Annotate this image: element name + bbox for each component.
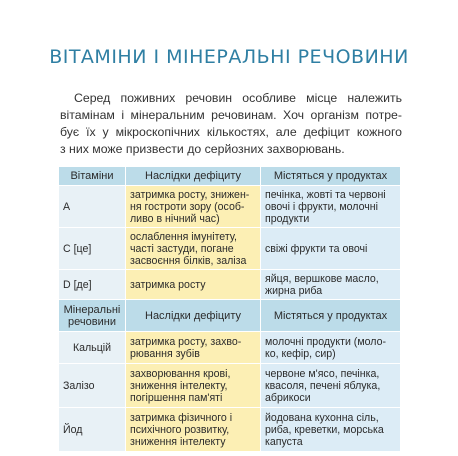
table-row — [59, 408, 401, 452]
table-row — [59, 228, 401, 270]
header-sources: Містяться у продуктах — [261, 300, 401, 332]
minerals-header-row — [59, 300, 401, 332]
intro-paragraph — [60, 90, 402, 158]
intro-line: Серед поживних речовин особливе місце належить — [74, 91, 402, 105]
deficit-cell: затримка росту, знижен- ня гостроти зору (особ- ливо в нічний час) — [126, 186, 261, 228]
page-title: ВІТАМІНИ І МІНЕРАЛЬНІ РЕЧОВИНИ — [49, 46, 409, 68]
header-vitamins: Вітаміни — [59, 167, 126, 186]
intro-line: бує їх у мікроскопічних кількостях, але дефіцит кожного — [60, 125, 402, 139]
sources-cell: яйця, вершкове масло, жирна риба — [261, 270, 401, 300]
sources-cell: печінка, жовті та червоні овочі і фрукти, молочні продукти — [261, 186, 401, 228]
vitamin-name: С [це] — [59, 228, 126, 270]
deficit-cell: ослаблення імунітету, часті застуди, погане засвоєння білків, заліза — [126, 228, 261, 270]
sources-cell: молочні продукти (моло- ко, кефір, сир) — [261, 332, 401, 364]
sources-cell: йодована кухонна сіль, риба, креветки, морська капуста — [261, 408, 401, 452]
table-row — [59, 332, 401, 364]
deficit-cell: захворювання крові, зниження інтелекту, погіршення пам'яті — [126, 364, 261, 408]
sources-cell: червоне м'ясо, печінка, квасоля, печені яблука, абрикоси — [261, 364, 401, 408]
intro-line: вітамінам і мінеральним речовинам. Хоч організм потре- — [60, 108, 402, 122]
mineral-name: Залізо — [59, 364, 126, 408]
header-deficit: Наслідки дефіциту — [126, 300, 261, 332]
header-minerals: Мінеральні речовини — [59, 300, 126, 332]
vitamins-header-row — [59, 167, 401, 186]
header-sources: Містяться у продуктах — [261, 167, 401, 186]
table-row — [59, 270, 401, 300]
header-deficit: Наслідки дефіциту — [126, 167, 261, 186]
table-row — [59, 364, 401, 408]
mineral-name: Йод — [59, 408, 126, 452]
intro-line: з них може призвести до серйозних захворювань. — [60, 142, 345, 156]
deficit-cell: затримка фізичного і психічного розвитку, зниження інтелекту — [126, 408, 261, 452]
nutrients-table — [58, 166, 401, 452]
table-row — [59, 186, 401, 228]
vitamin-name: А — [59, 186, 126, 228]
deficit-cell: затримка росту, захво- рювання зубів — [126, 332, 261, 364]
deficit-cell: затримка росту — [126, 270, 261, 300]
mineral-name: Кальцій — [59, 332, 126, 364]
sources-cell: свіжі фрукти та овочі — [261, 228, 401, 270]
vitamin-name: D [де] — [59, 270, 126, 300]
